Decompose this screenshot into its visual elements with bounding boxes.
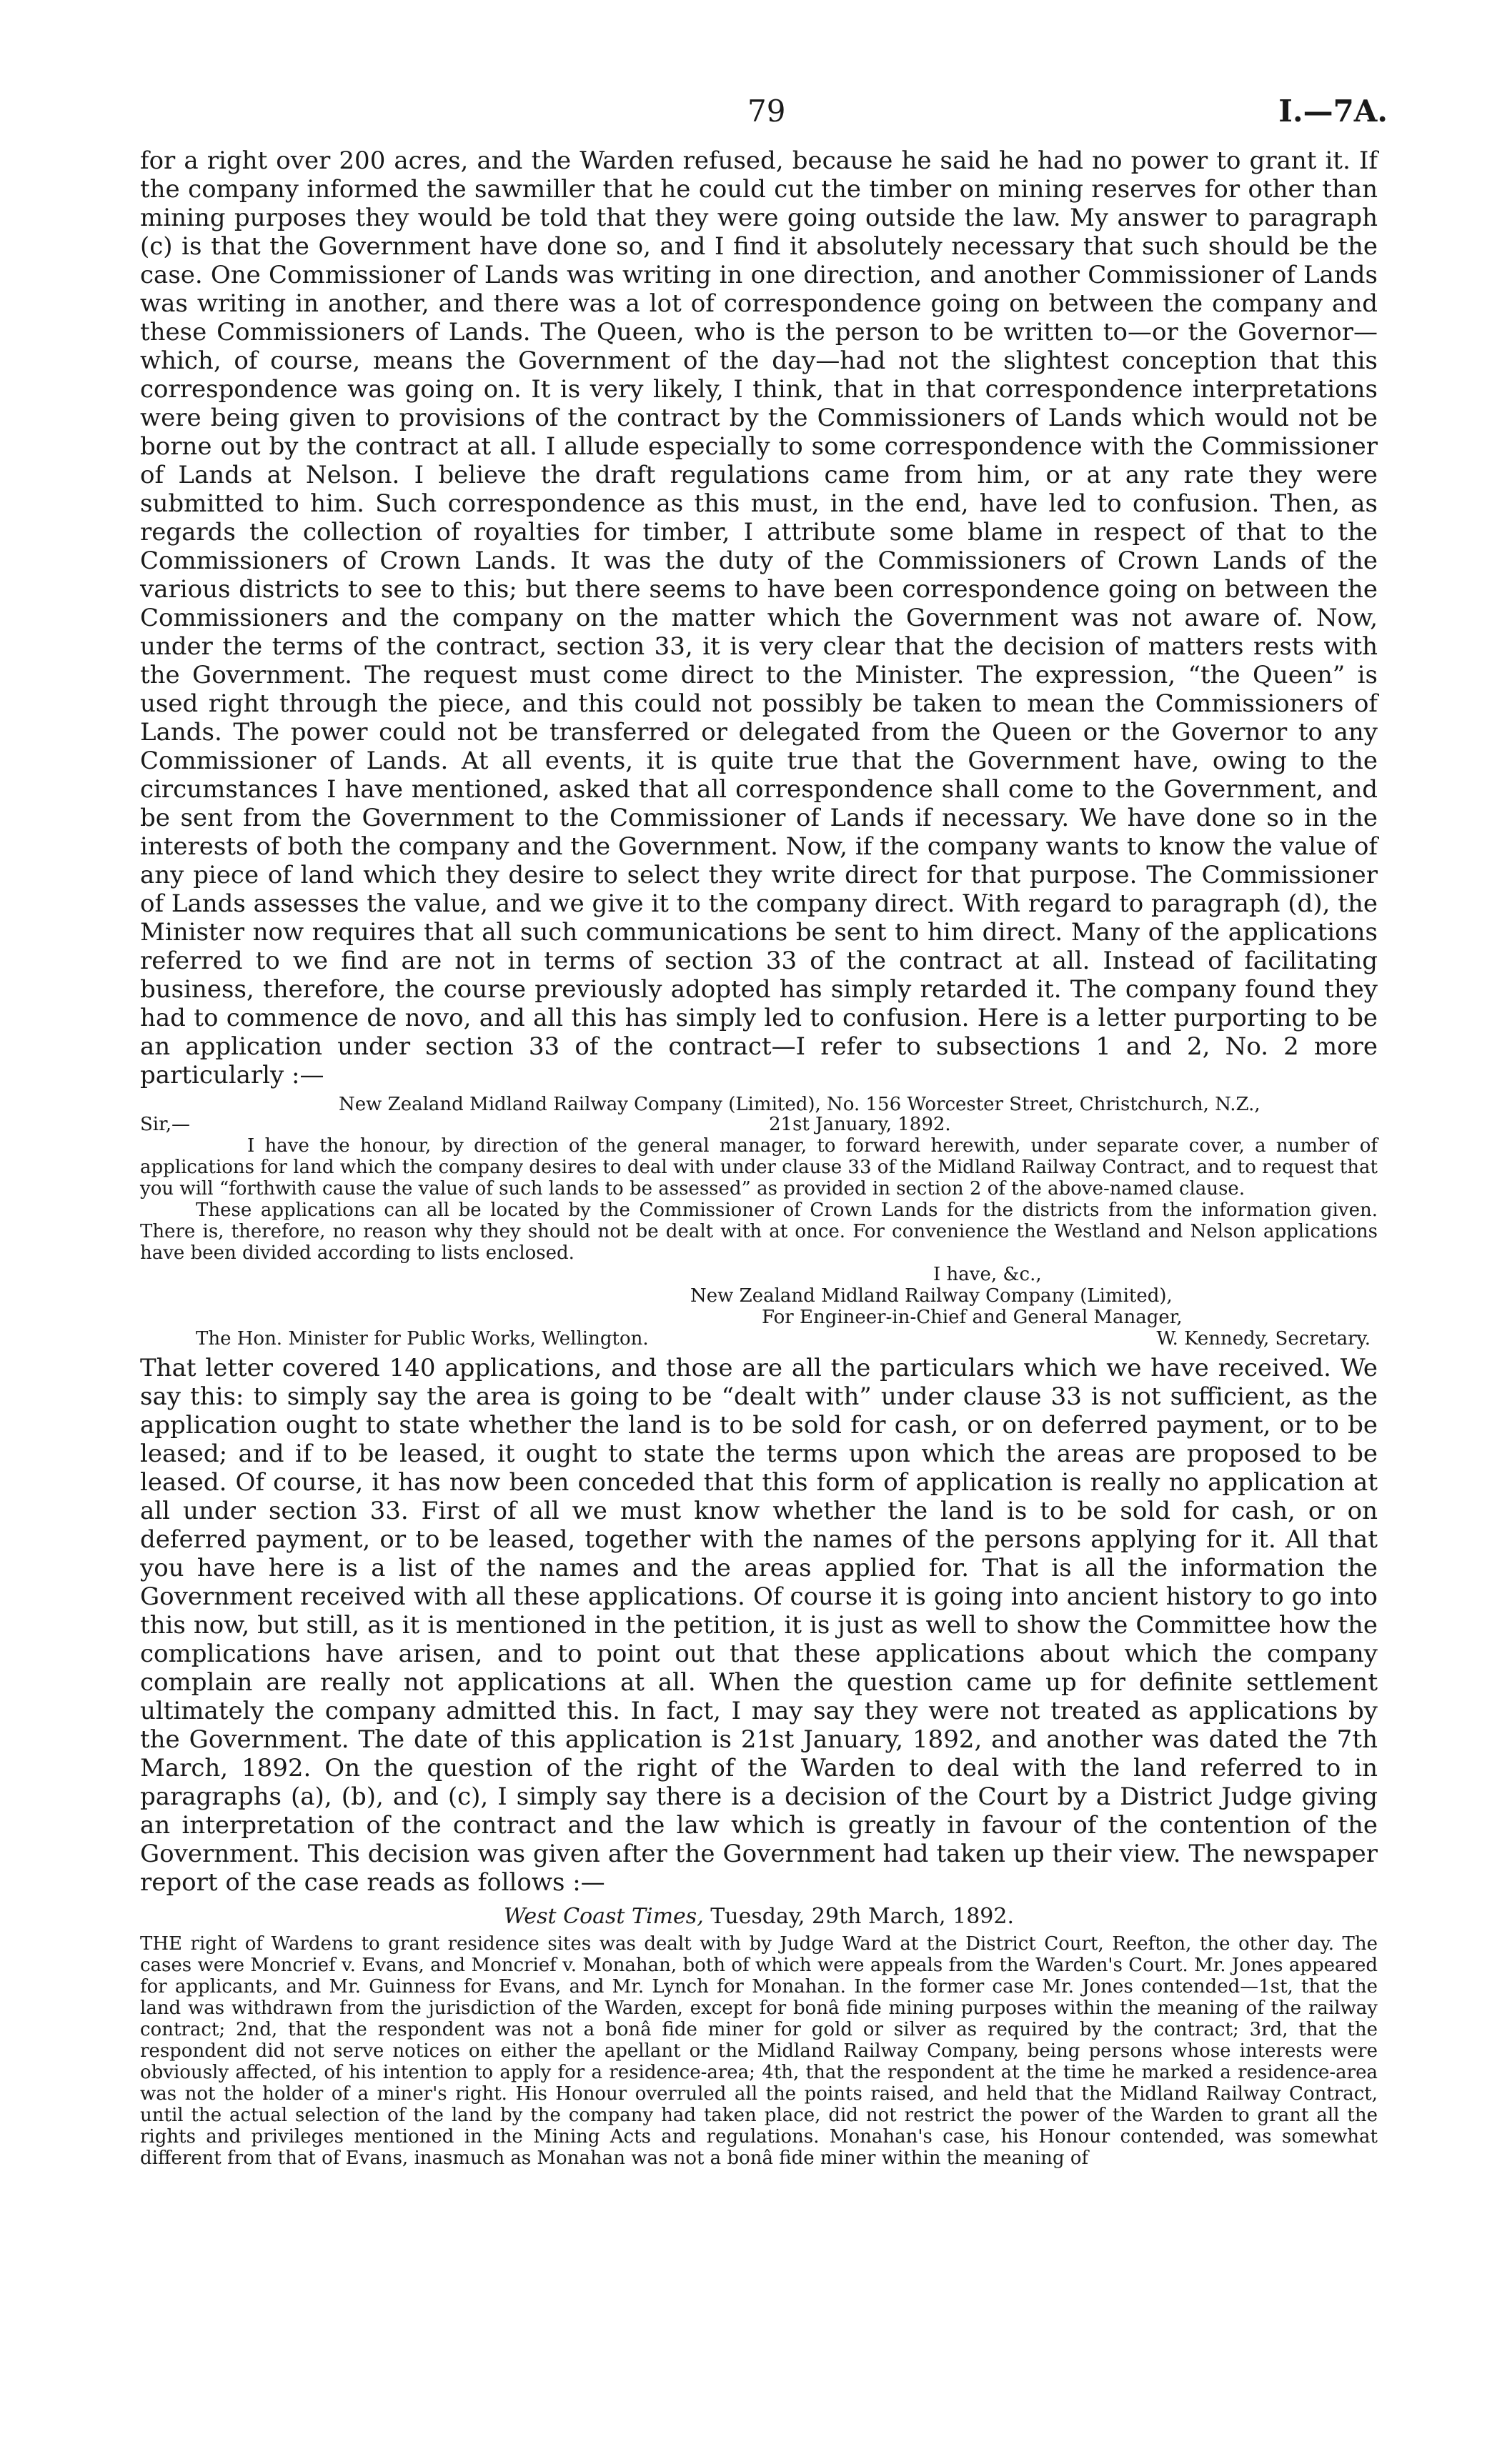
document-reference: I.—7A. [1278, 94, 1388, 129]
letter-date: 21st January, 1892. [769, 1114, 951, 1135]
quoted-letter [140, 1094, 1378, 1350]
body-paragraph-1: for a right over 200 acres, and the Warden refused, because he said he had no power to grant it. If the company informed the sawmiller that he could cut the timber on mining reserves for other than mining purposes they would be told that they were going outside the law. My answer to paragraph (c) is that the Government have done so, and I find it absolutely necessary that such should be the case. One Commissioner of Lands was writing in one direction, and another Commissioner of Lands was writing in another, and there was a lot of correspondence going on between the company and these Commissioners of Lands. The Queen, who is the person to be written to—or the Governor—which, of course, means the Government of the day—had not the slightest conception that this correspondence was going on. It is very likely, I think, that in that correspondence interpretations were being given to provisions of the contract by the Commissioners of Lands which would not be borne out by the contract at all. I allude especially to some correspondence with the Commissioner of Lands at Nelson. I believe the draft regulations came from him, or at any rate they were submitted to him. Such correspondence as this must, in the end, have led to confusion. Then, as regards the collection of royalties for timber, I attribute some blame in respect of that to the Commissioners of Crown Lands. It was the duty of the Commissioners of Crown Lands of the various districts to see to this; but there seems to have been correspondence going on between the Commissioners and the company on the matter which the Government was not aware of. Now, under the terms of the contract, section 33, it is very clear that the decision of matters rests with the Government. The request must come direct to the Minister. The expression, “the Queen” is used right through the piece, and this could not possibly be taken to mean the Commissioners of Lands. The power could not be transferred or delegated from the Queen or the Governor to any Commissioner of Lands. At all events, it is quite true that the Government have, owing to the circumstances I have mentioned, asked that all correspondence shall come to the Government, and be sent from the Government to the Commissioner of Lands if necessary. We have done so in the interests of both the company and the Government. Now, if the company wants to know the value of any piece of land which they desire to select they write direct for that purpose. The Commissioner of Lands assesses the value, and we give it to the company direct. With regard to paragraph (d), the Minister now requires that all such communications be sent to him direct. Many of the applications referred to we find are not in terms of section 33 of the contract at all. Instead of facilitating business, therefore, the course previously adopted has simply retarded it. The company found they had to commence de novo, and all this has simply led to confusion. Here is a letter purporting to be an application under section 33 of the contract—I refer to subsections 1 and 2, No. 2 more particularly :— [140, 146, 1378, 1089]
letter-for-line: For Engineer-in-Chief and General Manager, [762, 1307, 1183, 1328]
document-page [140, 89, 1388, 2169]
letter-closing: I have, &c., [933, 1264, 1042, 1285]
newspaper-date: Tuesday, 29th March, 1892. [710, 1904, 1015, 1929]
letter-paragraph-2: These applications can all be located by the Commissioner of Crown Lands for the districts from the information given. There is, therefore, no reason why they should not be dealt with at once. For convenience the Westland and Nelson applications have been divided according to lists enclosed. [140, 1199, 1378, 1264]
letter-signature: W. Kennedy, Secretary. [1156, 1328, 1371, 1350]
letter-addressee: The Hon. Minister for Public Works, Wellington. [196, 1328, 649, 1350]
letter-paragraph-1: I have the honour, by direction of the general manager, to forward herewith, under separate cover, a number of applications for land which the company desires to deal with under clause 33 of the Midland Railway Contract, and to request that you will “forthwith cause the value of such lands to be assessed” as provided in section 2 of the above-named clause. [140, 1135, 1378, 1199]
body-paragraph-2: That letter covered 140 applications, and those are all the particulars which we have received. We say this: to simply say the area is going to be “dealt with” under clause 33 is not sufficient, as the application ought to state whether the land is to be sold for cash, or on deferred payment, or to be leased; and if to be leased, it ought to state the terms upon which the areas are proposed to be leased. Of course, it has now been conceded that this form of application is really no application at all under section 33. First of all we must know whether the land is to be sold for cash, or on deferred payment, or to be leased, together with the names of the persons applying for it. All that you have here is a list of the names and the areas applied for. That is all the information the Government received with all these applications. Of course it is going into ancient history to go into this now, but still, as it is mentioned in the petition, it is just as well to show the Committee how the complications have arisen, and to point out that these applications about which the company complain are really not applications at all. When the question came up for definite settlement ultimately the company admitted this. In fact, I may say they were not treated as applications by the Government. The date of this application is 21st January, 1892, and another was dated the 7th March, 1892. On the question of the right of the Warden to deal with the land referred to in paragraphs (a), (b), and (c), I simply say there is a decision of the Court by a District Judge giving an interpretation of the contract and the law which is greatly in favour of the contention of the Government. This decision was given after the Government had taken up their view. The newspaper report of the case reads as follows :— [140, 1354, 1378, 1897]
newspaper-publication: West Coast Times, [503, 1904, 704, 1929]
newspaper-source-line [140, 1904, 1378, 1929]
letter-company: New Zealand Midland Railway Company (Limited), [690, 1285, 1173, 1307]
page-number: 79 [747, 94, 786, 129]
newspaper-report: THE right of Wardens to grant residence sites was dealt with by Judge Ward at the District Court, Reefton, the other day. The cases were Moncrief v. Evans, and Moncrief v. Monahan, both of which were appeals from the Warden's Court. Mr. Jones appeared for applicants, and Mr. Guinness for Evans, and Mr. Lynch for Monahan. In the former case Mr. Jones contended—1st, that the land was withdrawn from the jurisdiction of the Warden, except for bonâ fide mining purposes within the meaning of the railway contract; 2nd, that the respondent was not a bonâ fide miner for gold or silver as required by the contract; 3rd, that the respondent did not serve notices on either the apellant or the Midland Railway Company, being persons whose interests were obviously affected, of his intention to apply for a residence-area; 4th, that the respondent at the time he marked a residence-area was not the holder of a miner's right. His Honour overruled all the points raised, and held that the Midland Railway Contract, until the actual selection of the land by the company had taken place, did not restrict the power of the Warden to grant all the rights and privileges mentioned in the Mining Acts and regulations. Monahan's case, his Honour contended, was somewhat different from that of Evans, inasmuch as Monahan was not a bonâ fide miner within the meaning of [140, 1933, 1378, 2169]
page-header [140, 89, 1388, 146]
letter-address: New Zealand Midland Railway Company (Limited), No. 156 Worcester Street, Christchurch, N.Z., [339, 1094, 1260, 1115]
letter-signature-row [140, 1328, 1378, 1350]
letter-salutation: Sir,— [140, 1114, 190, 1135]
